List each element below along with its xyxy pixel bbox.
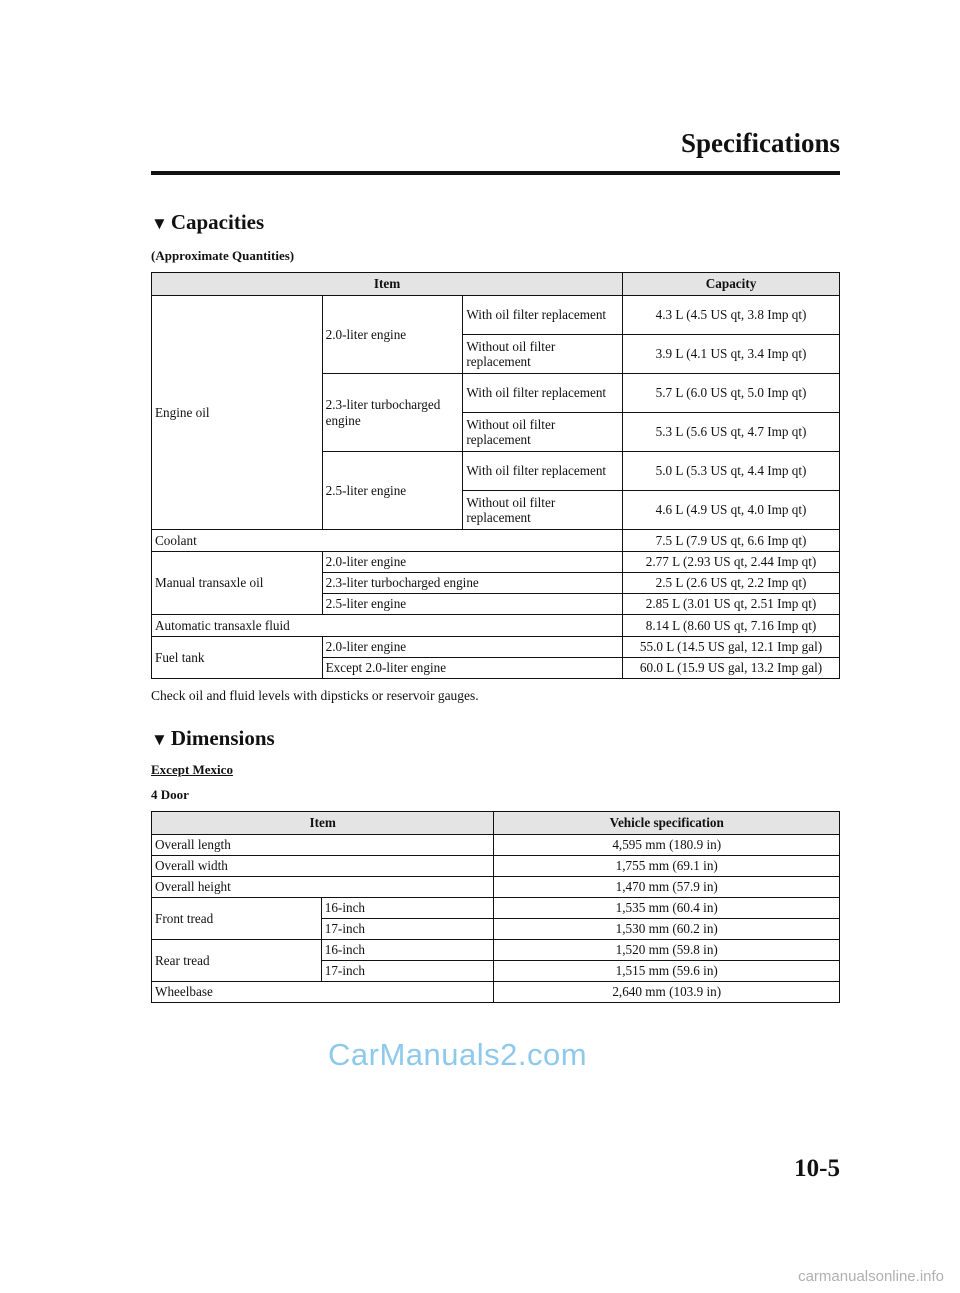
triangle-down-icon: ▼ xyxy=(151,730,168,749)
engine-label: 2.3-liter turbocharged engine xyxy=(322,374,463,452)
capacity-value: 2.85 L (3.01 US qt, 2.51 Imp qt) xyxy=(623,594,840,615)
page-header-title: Specifications xyxy=(681,128,840,158)
capacities-subtitle: (Approximate Quantities) xyxy=(151,248,295,263)
coolant-label: Coolant xyxy=(152,530,623,552)
spec-value: 1,515 mm (59.6 in) xyxy=(494,961,840,982)
engine-label: 2.0-liter engine xyxy=(322,552,622,573)
capacity-value: 5.3 L (5.6 US qt, 4.7 Imp qt) xyxy=(623,413,840,452)
spec-value: 1,535 mm (60.4 in) xyxy=(494,898,840,919)
capacity-value: 4.3 L (4.5 US qt, 3.8 Imp qt) xyxy=(623,296,840,335)
capacities-note: Check oil and fluid levels with dipsticks or reservoir gauges. xyxy=(151,688,479,703)
dimensions-heading-text: Dimensions xyxy=(170,726,275,750)
capacity-value: 60.0 L (15.9 US gal, 13.2 Imp gal) xyxy=(623,658,840,679)
engine-label: 2.3-liter turbocharged engine xyxy=(322,573,622,594)
spec-value: 4,595 mm (180.9 in) xyxy=(494,835,840,856)
overall-height-label: Overall height xyxy=(152,877,494,898)
capacity-value: 8.14 L (8.60 US qt, 7.16 Imp qt) xyxy=(623,615,840,637)
capacities-table xyxy=(151,272,840,679)
table-row xyxy=(152,940,840,961)
capacity-value: 55.0 L (14.5 US gal, 12.1 Imp gal) xyxy=(623,637,840,658)
page-number: 10-5 xyxy=(794,1155,840,1182)
condition-label: With oil filter replacement xyxy=(463,374,623,413)
engine-label: 2.5-liter engine xyxy=(322,452,463,530)
footer-site-link[interactable]: carmanualsonline.info xyxy=(798,1268,944,1285)
spec-value: 2,640 mm (103.9 in) xyxy=(494,982,840,1003)
table-row xyxy=(152,637,840,658)
wheel-size-label: 16-inch xyxy=(321,898,494,919)
table-header-row xyxy=(152,812,840,835)
wheel-size-label: 16-inch xyxy=(321,940,494,961)
spec-value: 1,470 mm (57.9 in) xyxy=(494,877,840,898)
wheel-size-label: 17-inch xyxy=(321,919,494,940)
engine-oil-label: Engine oil xyxy=(152,296,323,530)
engine-label: 2.0-liter engine xyxy=(322,637,622,658)
manual-transaxle-label: Manual transaxle oil xyxy=(152,552,323,615)
capacity-value: 5.7 L (6.0 US qt, 5.0 Imp qt) xyxy=(623,374,840,413)
table-row xyxy=(152,552,840,573)
table-row xyxy=(152,982,840,1003)
overall-length-label: Overall length xyxy=(152,835,494,856)
column-header-capacity: Capacity xyxy=(623,273,840,296)
wheel-size-label: 17-inch xyxy=(321,961,494,982)
column-header-spec: Vehicle specification xyxy=(494,812,840,835)
spec-value: 1,755 mm (69.1 in) xyxy=(494,856,840,877)
dimensions-heading xyxy=(151,726,275,751)
capacity-value: 3.9 L (4.1 US qt, 3.4 Imp qt) xyxy=(623,335,840,374)
front-tread-label: Front tread xyxy=(152,898,322,940)
spec-value: 1,520 mm (59.8 in) xyxy=(494,940,840,961)
capacity-value: 5.0 L (5.3 US qt, 4.4 Imp qt) xyxy=(623,452,840,491)
table-row xyxy=(152,835,840,856)
column-header-item: Item xyxy=(152,273,623,296)
condition-label: Without oil filter replacement xyxy=(463,335,623,374)
automatic-transaxle-label: Automatic transaxle fluid xyxy=(152,615,623,637)
table-row xyxy=(152,877,840,898)
table-row xyxy=(152,898,840,919)
condition-label: Without oil filter replacement xyxy=(463,491,623,530)
triangle-down-icon: ▼ xyxy=(151,214,168,233)
spec-value: 1,530 mm (60.2 in) xyxy=(494,919,840,940)
dimensions-body-style: 4 Door xyxy=(151,787,189,802)
condition-label: Without oil filter replacement xyxy=(463,413,623,452)
engine-label: 2.5-liter engine xyxy=(322,594,622,615)
dimensions-table xyxy=(151,811,840,1003)
table-row xyxy=(152,530,840,552)
condition-label: With oil filter replacement xyxy=(463,452,623,491)
capacity-value: 4.6 L (4.9 US qt, 4.0 Imp qt) xyxy=(623,491,840,530)
column-header-item: Item xyxy=(152,812,494,835)
overall-width-label: Overall width xyxy=(152,856,494,877)
dimensions-region: Except Mexico xyxy=(151,762,233,777)
capacities-heading-text: Capacities xyxy=(170,210,265,234)
capacity-value: 2.77 L (2.93 US qt, 2.44 Imp qt) xyxy=(623,552,840,573)
wheelbase-label: Wheelbase xyxy=(152,982,494,1003)
condition-label: With oil filter replacement xyxy=(463,296,623,335)
engine-label: 2.0-liter engine xyxy=(322,296,463,374)
table-row xyxy=(152,296,840,335)
rear-tread-label: Rear tread xyxy=(152,940,322,982)
capacity-value: 2.5 L (2.6 US qt, 2.2 Imp qt) xyxy=(623,573,840,594)
table-row xyxy=(152,615,840,637)
table-row xyxy=(152,856,840,877)
header-divider xyxy=(151,171,840,175)
table-header-row xyxy=(152,273,840,296)
capacities-heading xyxy=(151,210,264,235)
engine-label: Except 2.0-liter engine xyxy=(322,658,622,679)
capacity-value: 7.5 L (7.9 US qt, 6.6 Imp qt) xyxy=(623,530,840,552)
fuel-tank-label: Fuel tank xyxy=(152,637,323,679)
watermark-logo: CarManuals2.com xyxy=(328,1037,588,1072)
